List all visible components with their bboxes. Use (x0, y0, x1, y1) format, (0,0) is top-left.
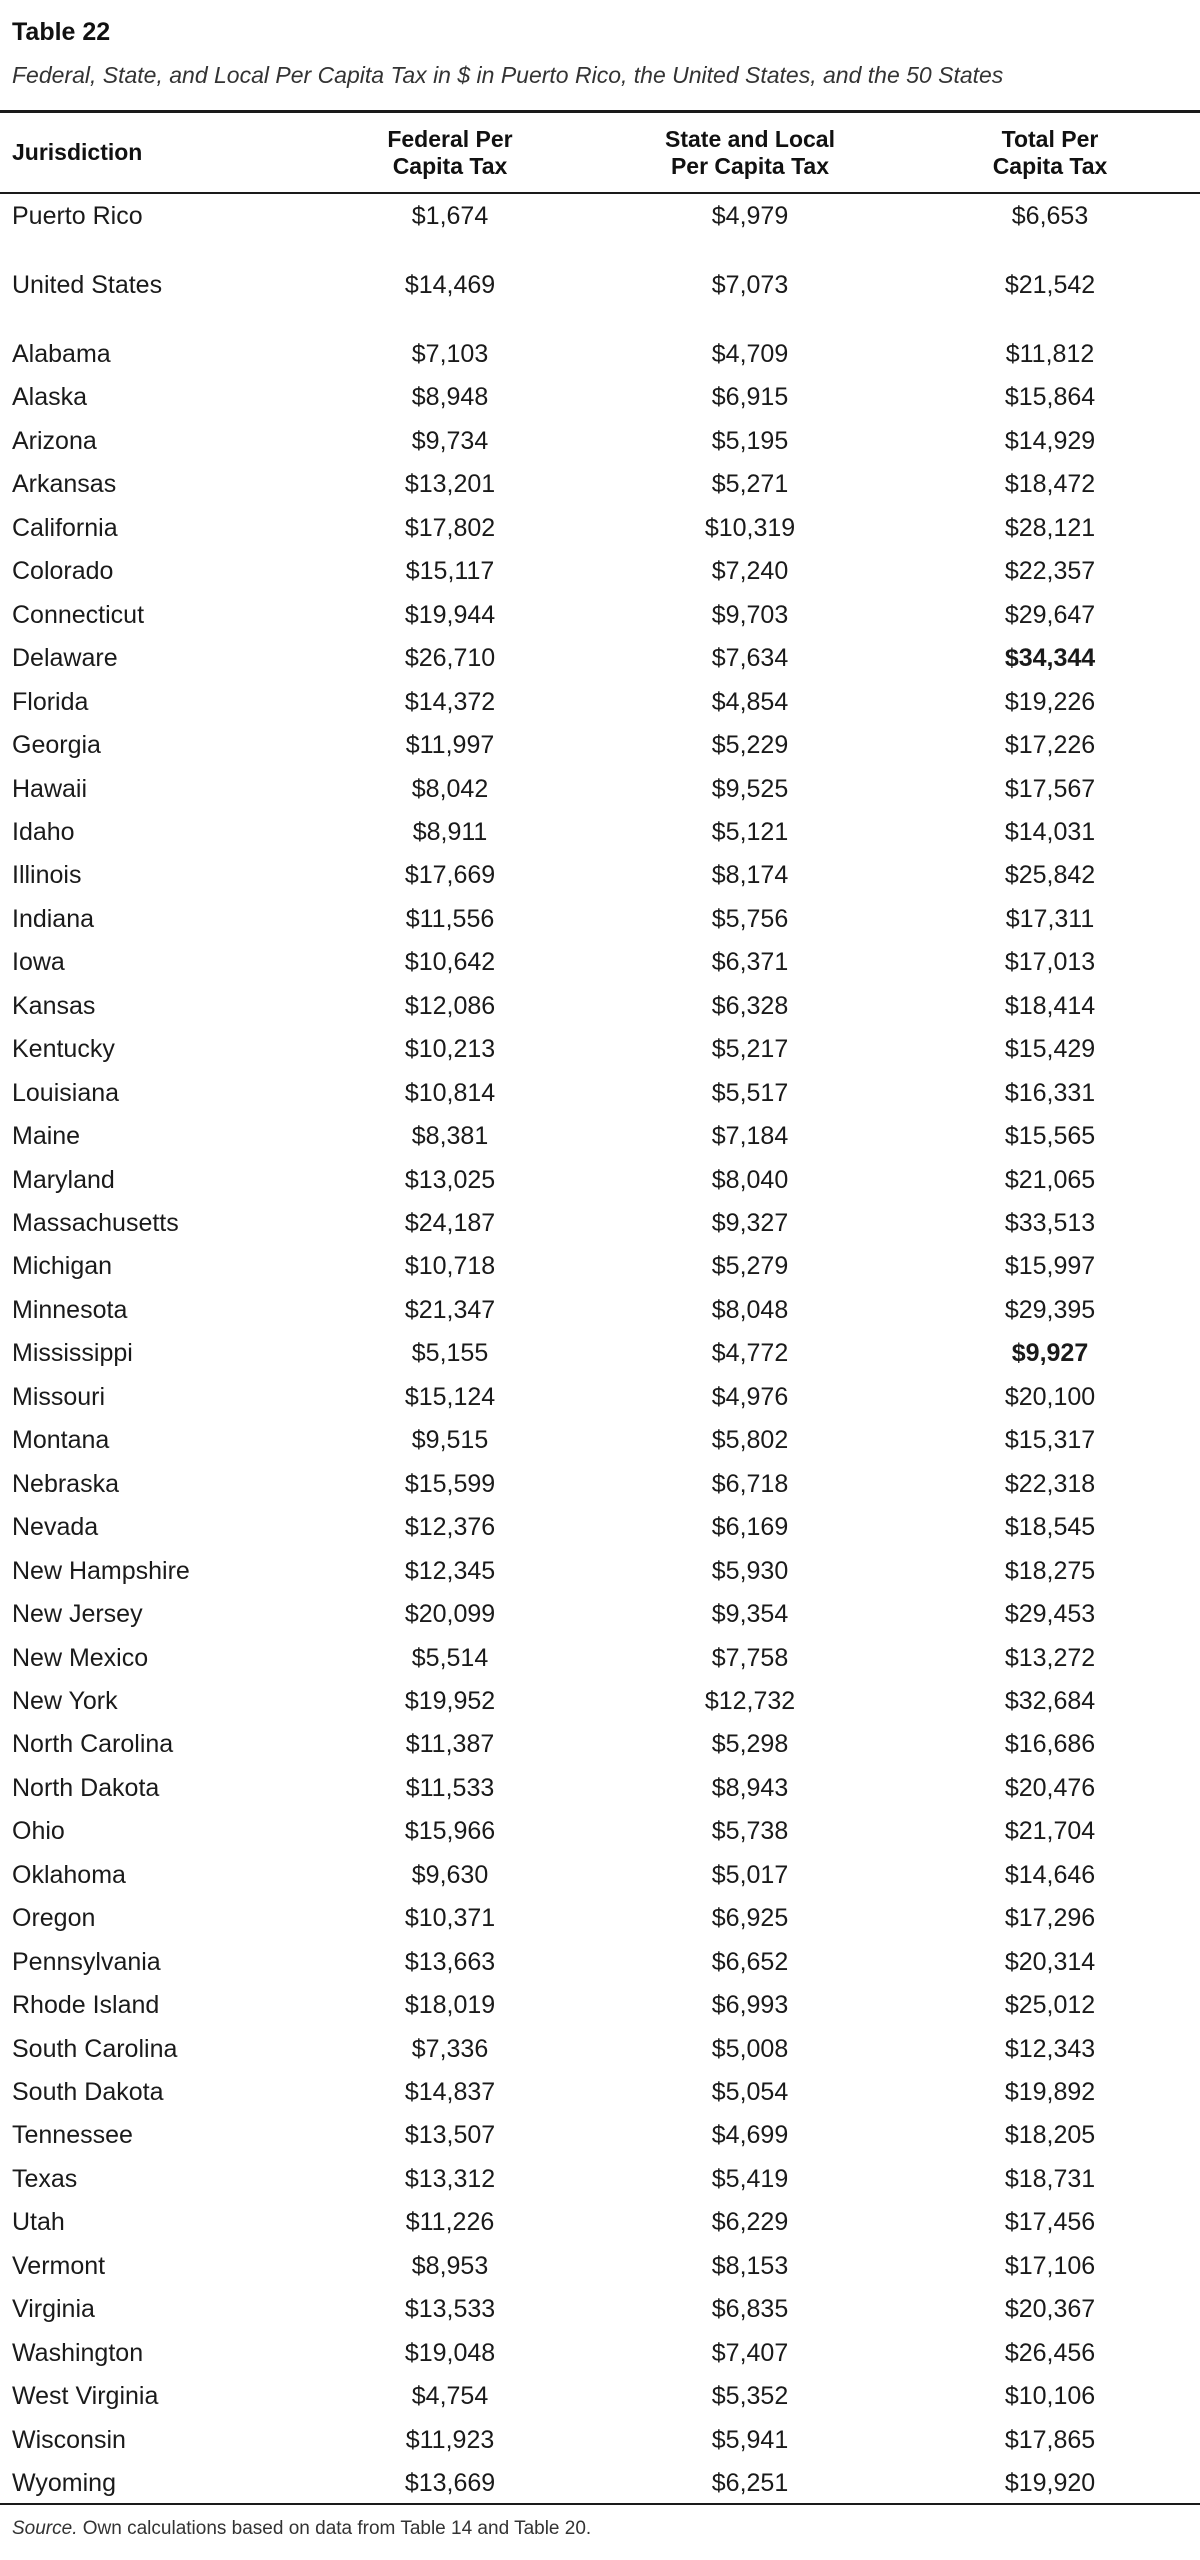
cell-total: $17,567 (1004, 774, 1096, 803)
cell-federal: $21,347 (404, 1295, 496, 1324)
cell-total: $20,367 (1004, 2295, 1096, 2324)
cell-total: $18,205 (1004, 2121, 1096, 2150)
cell-federal: $11,533 (405, 1773, 495, 1802)
cell-total: $25,012 (1004, 1991, 1096, 2020)
table-row (0, 769, 1200, 809)
cell-jurisdiction: Pennsylvania (12, 1947, 161, 1976)
cell-jurisdiction: Alaska (12, 383, 88, 412)
column-header-line: Per Capita Tax (670, 152, 830, 179)
cell-state-local: $5,802 (711, 1426, 789, 1455)
cell-federal: $13,025 (404, 1165, 496, 1194)
cell-state-local: $4,699 (711, 2121, 789, 2150)
cell-jurisdiction: Oklahoma (12, 1860, 126, 1889)
cell-state-local: $4,976 (711, 1382, 789, 1411)
cell-federal: $15,599 (404, 1469, 496, 1498)
cell-federal: $19,944 (404, 600, 496, 629)
cell-state-local: $5,352 (711, 2382, 789, 2411)
cell-total: $34,344 (1004, 644, 1096, 673)
cell-total: $15,997 (1004, 1252, 1096, 1281)
cell-jurisdiction: Idaho (12, 817, 75, 846)
cell-jurisdiction: Colorado (12, 557, 114, 586)
column-header-line: Capita Tax (992, 152, 1108, 179)
cell-total: $32,684 (1004, 1686, 1096, 1715)
cell-state-local: $9,525 (711, 774, 789, 803)
table-row (0, 421, 1200, 461)
cell-federal: $15,124 (404, 1382, 496, 1411)
table-row (0, 855, 1200, 895)
cell-state-local: $8,048 (711, 1295, 789, 1324)
cell-federal: $10,213 (404, 1035, 496, 1064)
table-row (0, 1073, 1200, 1113)
cell-federal: $13,663 (404, 1947, 496, 1976)
cell-jurisdiction: Arkansas (12, 470, 117, 499)
cell-state-local: $5,930 (711, 1556, 789, 1585)
cell-federal: $14,837 (404, 2078, 496, 2106)
table-row (0, 2246, 1200, 2286)
cell-total: $19,226 (1004, 687, 1096, 716)
cell-federal: $4,754 (411, 2382, 489, 2411)
cell-state-local: $6,229 (711, 2208, 789, 2237)
cell-state-local: $5,298 (711, 1730, 789, 1759)
cell-total: $19,920 (1004, 2469, 1096, 2498)
cell-total: $16,331 (1004, 1078, 1096, 1107)
cell-jurisdiction: Arizona (12, 426, 97, 455)
table-row (0, 682, 1200, 722)
cell-federal: $13,669 (404, 2469, 496, 2498)
cell-state-local: $5,217 (711, 1035, 789, 1064)
table-row (0, 899, 1200, 939)
cell-federal: $11,226 (405, 2208, 495, 2237)
table-caption: Federal, State, and Local Per Capita Tax in $ in Puerto Rico, the United States, and the 50 States (12, 62, 1004, 88)
cell-jurisdiction: Wisconsin (12, 2425, 126, 2454)
cell-federal: $8,381 (411, 1122, 489, 1151)
table-row (0, 1377, 1200, 1417)
cell-jurisdiction: North Carolina (12, 1730, 174, 1759)
cell-jurisdiction: Rhode Island (12, 1991, 160, 2020)
cell-federal: $9,734 (411, 426, 489, 455)
cell-jurisdiction: Hawaii (12, 774, 88, 803)
table-row (0, 942, 1200, 982)
cell-federal: $11,387 (405, 1730, 495, 1759)
cell-jurisdiction: Vermont (12, 2251, 106, 2280)
table-row (0, 2376, 1200, 2416)
cell-state-local: $5,738 (711, 1817, 789, 1846)
cell-jurisdiction: Oregon (12, 1904, 96, 1933)
cell-jurisdiction: South Dakota (12, 2078, 164, 2106)
cell-total: $9,927 (1011, 1339, 1089, 1368)
cell-jurisdiction: Virginia (12, 2295, 95, 2324)
table-bottom-rule (0, 2503, 1200, 2505)
cell-jurisdiction: Kansas (12, 991, 96, 1020)
cell-state-local: $6,835 (711, 2295, 789, 2324)
cell-federal: $5,155 (411, 1339, 489, 1368)
cell-state-local: $6,169 (711, 1513, 789, 1542)
table-row (0, 1985, 1200, 2025)
table-row (0, 2029, 1200, 2069)
cell-state-local: $4,709 (711, 340, 789, 368)
cell-jurisdiction: Wyoming (12, 2469, 116, 2498)
cell-total: $14,031 (1004, 817, 1096, 846)
table-row (0, 1768, 1200, 1808)
cell-state-local: $6,251 (711, 2469, 789, 2498)
cell-state-local: $7,184 (711, 1122, 789, 1151)
cell-jurisdiction: Nebraska (12, 1469, 119, 1498)
cell-federal: $12,376 (404, 1513, 496, 1542)
cell-jurisdiction: Indiana (12, 904, 95, 933)
table-row (0, 1203, 1200, 1243)
cell-state-local: $7,240 (711, 557, 789, 586)
cell-total: $25,842 (1004, 861, 1096, 890)
cell-jurisdiction: Texas (12, 2164, 78, 2193)
cell-jurisdiction: New Jersey (12, 1600, 143, 1629)
cell-total: $15,317 (1004, 1426, 1096, 1455)
cell-total: $21,542 (1004, 271, 1096, 299)
cell-total: $14,646 (1004, 1860, 1096, 1889)
cell-jurisdiction: Illinois (12, 861, 82, 890)
cell-state-local: $9,703 (711, 600, 789, 629)
cell-total: $15,565 (1004, 1122, 1096, 1151)
table-row (0, 2072, 1200, 2112)
table-row (0, 1638, 1200, 1678)
cell-federal: $14,469 (404, 271, 496, 299)
cell-federal: $13,201 (404, 470, 496, 499)
cell-federal: $5,514 (411, 1643, 489, 1672)
table-row (0, 1681, 1200, 1721)
cell-state-local: $5,279 (711, 1252, 789, 1281)
cell-total: $18,731 (1004, 2164, 1096, 2193)
table-row (0, 2420, 1200, 2460)
cell-total: $17,456 (1004, 2208, 1096, 2237)
cell-jurisdiction: Connecticut (12, 600, 145, 629)
cell-total: $19,892 (1004, 2078, 1096, 2106)
cell-jurisdiction: Louisiana (12, 1078, 120, 1107)
table-row (0, 725, 1200, 765)
cell-total: $28,121 (1004, 513, 1096, 542)
table-row (0, 1160, 1200, 1200)
cell-total: $11,812 (1005, 340, 1095, 368)
cell-federal: $10,718 (404, 1252, 496, 1281)
cell-total: $16,686 (1004, 1730, 1096, 1759)
cell-federal: $15,117 (405, 557, 495, 586)
table-row (0, 1464, 1200, 1504)
cell-federal: $1,674 (411, 202, 489, 230)
cell-jurisdiction: South Carolina (12, 2034, 178, 2063)
table-row (0, 2159, 1200, 2199)
cell-state-local: $6,718 (711, 1469, 789, 1498)
cell-total: $6,653 (1011, 202, 1089, 230)
cell-jurisdiction: Kentucky (12, 1035, 115, 1064)
cell-federal: $20,099 (404, 1600, 496, 1629)
cell-state-local: $8,943 (711, 1773, 789, 1802)
cell-state-local: $6,652 (711, 1947, 789, 1976)
cell-total: $20,476 (1004, 1773, 1096, 1802)
cell-total: $33,513 (1004, 1209, 1096, 1237)
cell-state-local: $6,993 (711, 1991, 789, 2020)
cell-federal: $7,103 (411, 340, 489, 368)
cell-total: $18,275 (1004, 1556, 1096, 1585)
table-row (0, 196, 1200, 236)
table-row (0, 1724, 1200, 1764)
cell-state-local: $5,941 (711, 2425, 789, 2454)
cell-total: $22,318 (1004, 1469, 1096, 1498)
table-row (0, 1551, 1200, 1591)
table-row (0, 1246, 1200, 1286)
cell-jurisdiction: Mississippi (12, 1339, 133, 1368)
cell-federal: $12,345 (404, 1556, 496, 1585)
cell-state-local: $7,758 (711, 1643, 789, 1672)
table-row (0, 638, 1200, 678)
cell-federal: $14,372 (404, 687, 496, 716)
cell-federal: $15,966 (404, 1817, 496, 1846)
table-row (0, 1594, 1200, 1634)
cell-jurisdiction: Ohio (12, 1817, 65, 1846)
cell-state-local: $5,271 (711, 470, 789, 499)
cell-jurisdiction: Washington (12, 2338, 144, 2367)
cell-jurisdiction: Georgia (12, 731, 101, 760)
cell-state-local: $8,040 (711, 1165, 789, 1194)
cell-jurisdiction: Michigan (12, 1252, 113, 1281)
cell-federal: $24,187 (404, 1209, 496, 1237)
cell-state-local: $6,328 (711, 991, 789, 1020)
cell-federal: $19,048 (404, 2338, 496, 2367)
cell-state-local: $4,772 (711, 1339, 789, 1368)
cell-state-local: $12,732 (704, 1686, 796, 1715)
cell-federal: $17,802 (404, 513, 496, 542)
cell-jurisdiction: Alabama (12, 340, 111, 368)
table-row (0, 464, 1200, 504)
cell-total: $17,311 (1005, 904, 1095, 933)
cell-jurisdiction: Maine (12, 1122, 81, 1151)
cell-federal: $13,312 (404, 2164, 496, 2193)
cell-federal: $13,533 (404, 2295, 496, 2324)
column-header-line: Capita Tax (392, 152, 508, 179)
cell-jurisdiction: Delaware (12, 644, 118, 673)
column-header-line: Total Per (1001, 125, 1099, 152)
source-text: Own calculations based on data from Table 14 and Table 20. (82, 2518, 592, 2539)
table-row (0, 2202, 1200, 2242)
cell-federal: $18,019 (404, 1991, 496, 2020)
cell-jurisdiction: Nevada (12, 1513, 99, 1542)
table-label: Table 22 (12, 18, 111, 46)
cell-federal: $26,710 (404, 644, 496, 673)
cell-state-local: $10,319 (704, 513, 796, 542)
cell-state-local: $9,354 (711, 1600, 789, 1629)
cell-federal: $13,507 (404, 2121, 496, 2150)
cell-total: $14,929 (1004, 426, 1096, 455)
cell-state-local: $5,419 (711, 2164, 789, 2193)
cell-state-local: $5,195 (711, 426, 789, 455)
cell-jurisdiction: United States (12, 271, 163, 299)
table-row (0, 2463, 1200, 2503)
cell-total: $17,013 (1004, 948, 1096, 977)
cell-state-local: $5,756 (711, 904, 789, 933)
table-row (0, 1116, 1200, 1156)
cell-federal: $8,042 (411, 774, 489, 803)
cell-total: $18,472 (1004, 470, 1096, 499)
table-row (0, 1855, 1200, 1895)
cell-federal: $11,997 (405, 731, 495, 760)
cell-state-local: $4,854 (711, 687, 789, 716)
cell-jurisdiction: Missouri (12, 1382, 106, 1411)
cell-total: $15,429 (1004, 1035, 1096, 1064)
table-row (0, 377, 1200, 417)
cell-total: $17,106 (1004, 2251, 1096, 2280)
table-row (0, 1029, 1200, 1069)
cell-jurisdiction: North Dakota (12, 1773, 160, 1802)
column-header-line: Federal Per (387, 125, 513, 152)
cell-jurisdiction: New Hampshire (12, 1556, 190, 1585)
cell-federal: $10,642 (404, 948, 496, 977)
cell-total: $13,272 (1004, 1643, 1096, 1672)
table-row (0, 1420, 1200, 1460)
cell-total: $29,453 (1004, 1600, 1096, 1629)
cell-federal: $10,371 (404, 1904, 496, 1933)
column-header-line: State and Local (665, 125, 835, 152)
cell-total: $26,456 (1004, 2338, 1096, 2367)
cell-federal: $10,814 (404, 1078, 496, 1107)
cell-jurisdiction: Tennessee (12, 2121, 133, 2150)
cell-federal: $11,923 (405, 2425, 495, 2454)
cell-total: $15,864 (1004, 383, 1096, 412)
cell-jurisdiction: California (12, 513, 118, 542)
table-row (0, 2333, 1200, 2373)
cell-total: $20,314 (1004, 1947, 1096, 1976)
cell-jurisdiction: Iowa (12, 948, 65, 977)
cell-state-local: $6,915 (711, 383, 789, 412)
cell-total: $17,865 (1004, 2425, 1096, 2454)
cell-state-local: $5,017 (711, 1860, 789, 1889)
cell-federal: $9,630 (411, 1860, 489, 1889)
cell-jurisdiction: Maryland (12, 1165, 115, 1194)
table-row (0, 812, 1200, 852)
cell-total: $20,100 (1004, 1382, 1096, 1411)
cell-state-local: $5,517 (711, 1078, 789, 1107)
cell-federal: $7,336 (411, 2034, 489, 2063)
cell-total: $17,226 (1004, 731, 1096, 760)
table-row (0, 1333, 1200, 1373)
table-row (0, 595, 1200, 635)
cell-federal: $8,911 (412, 817, 488, 846)
cell-total: $17,296 (1004, 1904, 1096, 1933)
cell-state-local: $6,925 (711, 1904, 789, 1933)
cell-state-local: $7,073 (711, 271, 789, 299)
cell-jurisdiction: Florida (12, 687, 89, 716)
cell-state-local: $5,229 (711, 731, 789, 760)
table-row (0, 1898, 1200, 1938)
table-row (0, 1290, 1200, 1330)
cell-federal: $19,952 (404, 1686, 496, 1715)
cell-jurisdiction: Montana (12, 1426, 110, 1455)
table-row (0, 1811, 1200, 1851)
cell-jurisdiction: New York (12, 1686, 118, 1715)
table-row (0, 551, 1200, 591)
table-row (0, 1942, 1200, 1982)
cell-jurisdiction: Puerto Rico (12, 202, 143, 230)
table-row (0, 265, 1200, 305)
cell-total: $18,414 (1004, 991, 1096, 1020)
table-row (0, 2289, 1200, 2329)
table-row (0, 986, 1200, 1026)
cell-total: $12,343 (1004, 2034, 1096, 2063)
cell-state-local: $7,634 (711, 644, 789, 673)
table-row (0, 334, 1200, 374)
cell-total: $29,647 (1004, 600, 1096, 629)
cell-total: $29,395 (1004, 1295, 1096, 1324)
table-row (0, 508, 1200, 548)
source-label: Source. (12, 2518, 78, 2539)
cell-jurisdiction: Utah (12, 2208, 65, 2237)
cell-jurisdiction: Minnesota (12, 1295, 128, 1324)
cell-state-local: $8,174 (711, 861, 789, 890)
table-row (0, 2115, 1200, 2155)
cell-federal: $9,515 (411, 1426, 489, 1455)
cell-total: $21,704 (1004, 1817, 1096, 1846)
cell-federal: $11,556 (405, 904, 495, 933)
source-note (12, 2518, 591, 2540)
cell-total: $22,357 (1004, 557, 1096, 586)
cell-jurisdiction: New Mexico (12, 1643, 149, 1672)
cell-total: $21,065 (1004, 1165, 1096, 1194)
cell-state-local: $7,407 (711, 2338, 789, 2367)
column-header-label: Jurisdiction (12, 139, 143, 165)
cell-jurisdiction: West Virginia (12, 2382, 159, 2411)
cell-jurisdiction: Massachusetts (12, 1209, 179, 1237)
cell-state-local: $6,371 (711, 948, 789, 977)
cell-state-local: $5,008 (711, 2034, 789, 2063)
cell-federal: $12,086 (404, 991, 496, 1020)
cell-state-local: $8,153 (711, 2251, 789, 2280)
cell-state-local: $9,327 (711, 1209, 789, 1237)
cell-federal: $8,948 (411, 383, 489, 412)
cell-state-local: $4,979 (711, 202, 789, 230)
cell-federal: $17,669 (404, 861, 496, 890)
table-row (0, 1507, 1200, 1547)
cell-total: $18,545 (1004, 1513, 1096, 1542)
cell-total: $10,106 (1004, 2382, 1096, 2411)
cell-state-local: $5,121 (711, 817, 789, 846)
cell-state-local: $5,054 (711, 2078, 789, 2106)
cell-federal: $8,953 (411, 2251, 489, 2280)
